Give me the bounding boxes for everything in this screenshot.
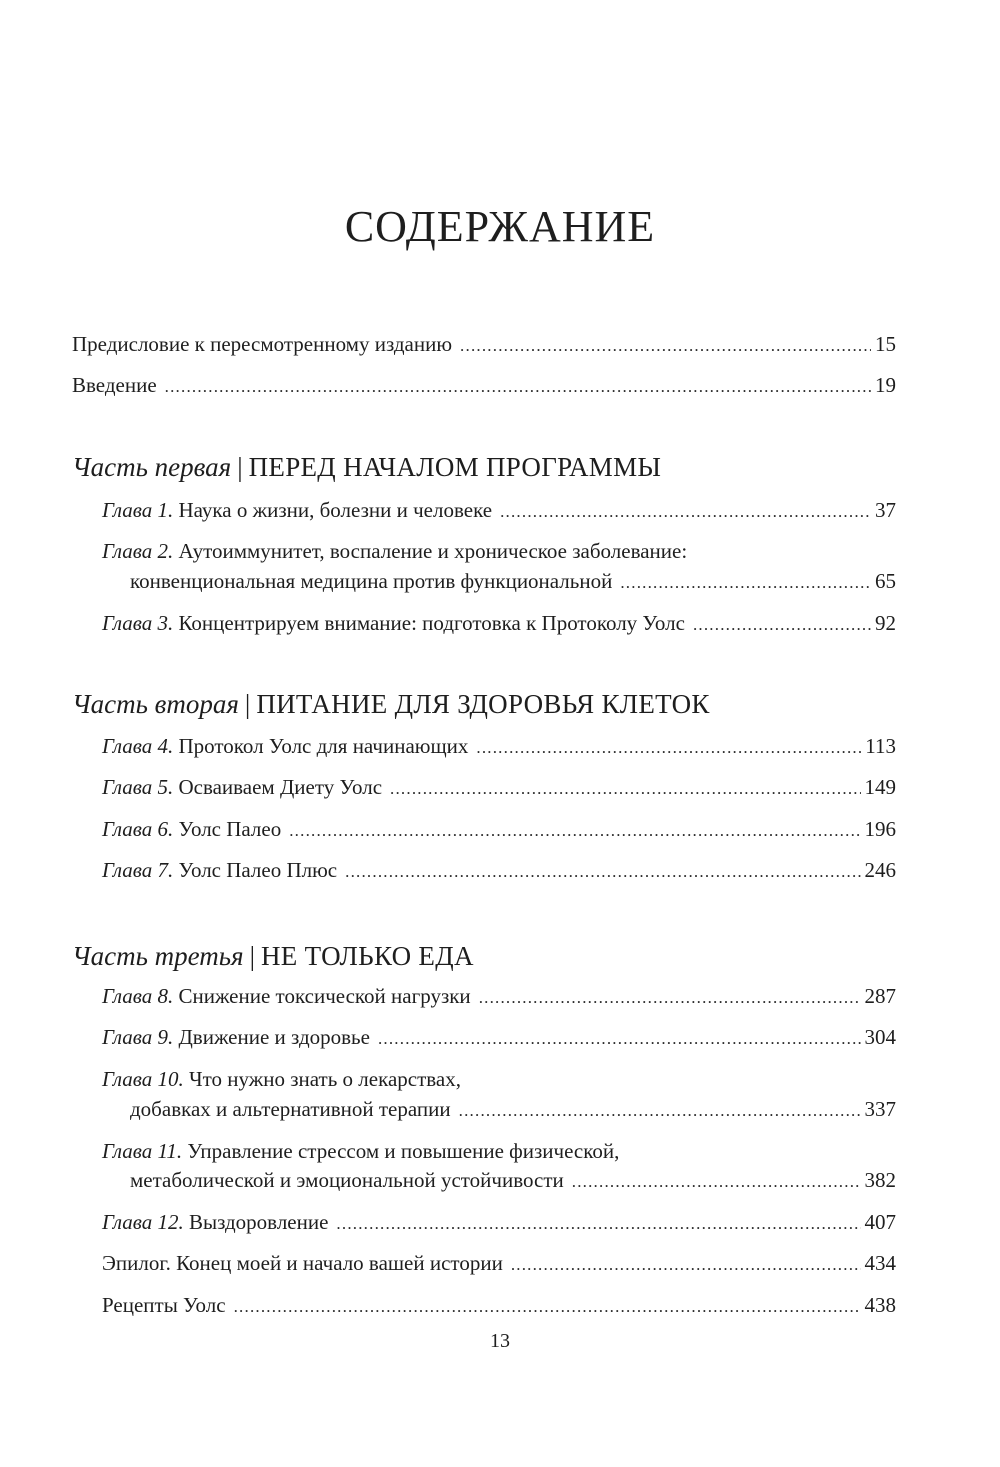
toc-line [102,1065,461,1094]
toc-line [102,1023,896,1053]
dot-leader [476,733,861,762]
toc-entry [102,537,687,566]
page-ref: 246 [864,858,896,882]
toc-line [102,982,896,1012]
dot-leader [479,983,861,1012]
entry-text [130,1166,564,1195]
entry-text [72,330,452,359]
chapter-number: Глава 1. [102,498,174,522]
toc-entry [102,982,896,1012]
entry-text [102,1065,461,1094]
dot-leader [511,1250,861,1279]
chapter-number: Глава 3. [102,611,174,635]
page-ref: 196 [864,817,896,841]
entry-title: Эпилог. Конец моей и начало вашей истории [102,1251,503,1275]
toc-line [130,567,896,597]
toc-entry [102,1065,461,1094]
part-heading [72,688,710,720]
page-ref: 434 [864,1251,896,1275]
dot-leader [234,1292,861,1321]
dot-leader [500,497,871,526]
entry-text [102,856,337,885]
toc-entry [102,609,896,639]
chapter-title: Аутоиммунитет, воспаление и хроническое заболевание: [173,539,688,563]
toc-entry [102,1208,896,1238]
part-heading [72,940,474,972]
part-label: Часть первая [72,452,232,482]
chapter-title: Уолс Палео Плюс [173,858,338,882]
toc-entry [102,1291,896,1321]
part-title: ПИТАНИЕ ДЛЯ ЗДОРОВЬЯ КЛЕТОК [256,689,710,719]
toc-entry [72,330,896,360]
toc-line [130,1166,896,1196]
chapter-title: Осваиваем Диету Уолс [173,775,383,799]
page-ref: 287 [864,984,896,1008]
page-ref: 37 [875,498,896,522]
entry-text [102,1208,328,1237]
chapter-title: Уолс Палео [173,817,282,841]
chapter-number: Глава 7. [102,858,174,882]
toc-line [102,496,896,526]
entry-title: Рецепты Уолс [102,1293,226,1317]
dot-leader [336,1209,860,1238]
entry-title: Введение [72,373,157,397]
toc-entry [102,732,896,762]
page-ref: 65 [875,569,896,593]
toc-line [102,1291,896,1321]
toc-line [72,330,896,360]
entry-text [102,815,281,844]
dot-leader [693,610,871,639]
entry-text [102,496,492,525]
toc-line [102,1137,619,1166]
chapter-title: Что нужно знать о лекарствах, [183,1067,462,1091]
page-ref: 407 [864,1210,896,1234]
part-title: ПЕРЕД НАЧАЛОМ ПРОГРАММЫ [248,452,662,482]
dot-leader [572,1167,861,1196]
entry-text [102,537,687,566]
page-number: 13 [490,1330,510,1352]
page-ref: 438 [864,1293,896,1317]
entry-text [130,567,612,596]
page-title: СОДЕРЖАНИЕ [344,202,656,251]
chapter-number: Глава 8. [102,984,174,1008]
entry-text [102,1249,503,1278]
chapter-title-continued: конвенциональная медицина против функциональной [130,569,613,593]
page-ref: 304 [864,1025,896,1049]
entry-text [102,609,685,638]
chapter-title: Выздоровление [183,1210,329,1234]
page-ref: 19 [875,373,896,397]
chapter-number: Глава 5. [102,775,174,799]
chapter-title: Управление стрессом и повышение физической, [182,1139,620,1163]
toc-line [102,773,896,803]
chapter-title-continued: добавках и альтернативной терапии [130,1097,451,1121]
chapter-number: Глава 6. [102,817,174,841]
toc-line [102,537,687,566]
page-ref: 92 [875,611,896,635]
entry-text [102,732,468,761]
dot-leader [460,331,871,360]
toc-entry [102,856,896,886]
toc-entry-continued [130,1095,896,1125]
toc-entry [102,496,896,526]
entry-text [102,982,471,1011]
toc-line [102,856,896,886]
chapter-title: Наука о жизни, болезни и человеке [173,498,493,522]
toc-entry [102,1249,896,1279]
part-label: Часть вторая [72,689,239,719]
toc-line [102,732,896,762]
chapter-title: Концентрируем внимание: подготовка к Протоколу Уолс [173,611,685,635]
chapter-title-continued: метаболической и эмоциональной устойчивости [130,1168,564,1192]
toc-entry [102,1023,896,1053]
chapter-number: Глава 9. [102,1025,174,1049]
page-ref: 15 [875,332,896,356]
page-ref: 382 [864,1168,896,1192]
entry-text [102,773,382,802]
part-separator: | [237,452,243,482]
chapter-number: Глава 12. [102,1210,184,1234]
part-label: Часть третья [72,941,244,971]
entry-text [130,1095,451,1124]
toc-line [102,1249,896,1279]
page-ref: 113 [865,734,896,758]
dot-leader [378,1024,861,1053]
toc-line [102,815,896,845]
toc-entry [102,1137,619,1166]
chapter-number: Глава 2. [102,539,174,563]
page-ref: 337 [864,1097,896,1121]
entry-text [102,1137,619,1166]
chapter-number: Глава 4. [102,734,174,758]
toc-entry [102,773,896,803]
toc-line [102,1208,896,1238]
part-separator: | [244,689,251,719]
chapter-number: Глава 10. [102,1067,184,1091]
toc-line [102,609,896,639]
dot-leader [289,816,860,845]
toc-line [130,1095,896,1125]
page-ref: 149 [864,775,896,799]
part-title: НЕ ТОЛЬКО ЕДА [261,941,474,971]
toc-entry [102,815,896,845]
toc-entry [72,371,896,401]
chapter-title: Снижение токсической нагрузки [173,984,471,1008]
dot-leader [459,1096,861,1125]
dot-leader [390,774,860,803]
dot-leader [620,568,871,597]
toc-line [72,371,896,401]
entry-title: Предисловие к пересмотренному изданию [72,332,453,356]
entry-text [102,1291,226,1320]
chapter-title: Движение и здоровье [173,1025,370,1049]
entry-text [72,371,157,400]
toc-entry-continued [130,1166,896,1196]
part-separator: | [249,941,255,971]
entry-text [102,1023,370,1052]
chapter-title: Протокол Уолс для начинающих [173,734,469,758]
dot-leader [165,372,871,401]
part-heading [72,451,661,483]
chapter-number: Глава 11. [102,1139,183,1163]
toc-entry-continued [130,567,896,597]
dot-leader [345,857,860,886]
